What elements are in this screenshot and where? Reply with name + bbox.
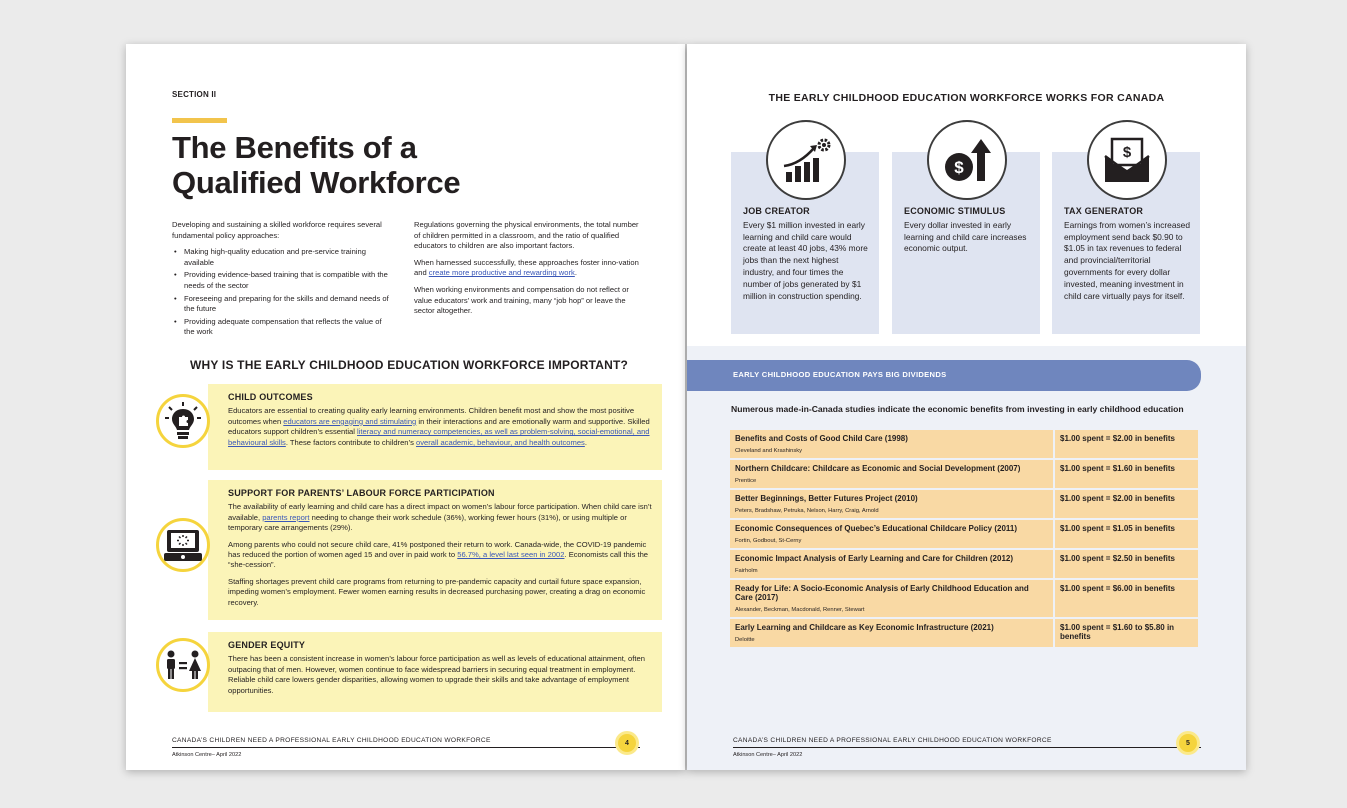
footer-divider bbox=[172, 747, 640, 748]
harnessed-paragraph bbox=[414, 258, 646, 279]
studies-intro: Numerous made-in-Canada studies indicate the economic benefits from investing in early childhood education bbox=[731, 404, 1184, 414]
dollar-envelope-icon bbox=[1087, 120, 1167, 200]
left-page bbox=[126, 44, 685, 770]
page-number: 4 bbox=[618, 734, 636, 752]
study-value: $1.00 spent = $1.05 in benefits bbox=[1055, 520, 1198, 548]
study-title: Early Learning and Childcare as Key Economic Infrastructure (2021) bbox=[735, 623, 994, 632]
studies-table bbox=[728, 428, 1200, 649]
child-outcomes-text bbox=[228, 406, 652, 448]
regulations-paragraph: Regulations governing the physical environments, the total number of children permitted in a classroom, and the ratio of qualified educators to children are also important factors. bbox=[414, 220, 639, 251]
gender-equity-box bbox=[208, 632, 662, 712]
laptop-loading-icon bbox=[156, 518, 210, 572]
gender-equal-icon bbox=[156, 638, 210, 692]
stat-title: TAX GENERATOR bbox=[1064, 206, 1144, 216]
study-cell bbox=[730, 550, 1053, 578]
study-cell bbox=[730, 430, 1053, 458]
study-title: Economic Consequences of Quebec’s Educational Childcare Policy (2011) bbox=[735, 524, 1018, 533]
list-item: • Providing evidence-based training that is compatible with the needs of the sector bbox=[172, 270, 394, 291]
dividends-banner: EARLY CHILDHOOD EDUCATION PAYS BIG DIVIDENDS bbox=[687, 360, 1201, 391]
study-title: Ready for Life: A Socio-Economic Analysis of Early Childhood Education and Care (2017) bbox=[735, 584, 1029, 602]
title-accent-bar bbox=[172, 118, 227, 123]
study-value: $1.00 spent = $6.00 in benefits bbox=[1055, 580, 1198, 617]
stat-body: Every $1 million invested in early learning and child care would create at least 40 jobs, 43% more jobs than the next highest industry, and four times the number of jobs generated by $1 million in construction spending. bbox=[743, 219, 868, 301]
study-authors: Fortin, Godbout, St-Cerny bbox=[735, 538, 802, 544]
outcomes-link[interactable]: overall academic, behaviour, and health outcomes bbox=[415, 437, 585, 447]
intro-column-1 bbox=[172, 220, 394, 340]
intro-lead: Developing and sustaining a skilled workforce requires several fundamental policy approaches: bbox=[172, 220, 382, 240]
gender-equity-text: There has been a consistent increase in women’s labour force participation as well as levels of educational attainment, often outpacing that of men. However, women continue to face widespread barriers in securing equal treatment in employment. Reliable child care lowers gender disparities, allowing women to upgrade their skills and take advantage of employment opportunities. bbox=[228, 654, 645, 695]
level-2002-link[interactable]: 56.7%, a level last seen in 2002 bbox=[457, 550, 565, 560]
study-authors: Alexander, Beckman, Macdonald, Renner, Stewart bbox=[735, 607, 865, 613]
footer-subtitle: Atkinson Centre– April 2022 bbox=[172, 752, 242, 758]
table-row bbox=[730, 490, 1198, 518]
dollar-arrow-up-icon bbox=[927, 120, 1007, 200]
text-span: . bbox=[584, 437, 587, 447]
text-span: . Economists call this the “she-cession”. bbox=[228, 550, 649, 570]
parents-report-link[interactable]: parents report bbox=[262, 512, 310, 522]
title-line-2: Qualified Workforce bbox=[172, 165, 461, 200]
title-line-1: The Benefits of a bbox=[172, 130, 417, 165]
text-span: in their interactions and are emotionally warm and supportive. Skilled educators support children’s essential bbox=[228, 416, 650, 437]
table-row bbox=[730, 430, 1198, 458]
parents-p1 bbox=[228, 502, 652, 533]
study-cell bbox=[730, 520, 1053, 548]
study-value: $1.00 spent = $2.50 in benefits bbox=[1055, 550, 1198, 578]
study-value: $1.00 spent = $2.00 in benefits bbox=[1055, 430, 1198, 458]
text-span: . bbox=[574, 268, 577, 278]
study-cell bbox=[730, 580, 1053, 617]
study-value: $1.00 spent = $2.00 in benefits bbox=[1055, 490, 1198, 518]
stat-title: ECONOMIC STIMULUS bbox=[904, 206, 1006, 216]
parents-p3: Staffing shortages prevent child care programs from returning to pre-pandemic capacity and curtail future space expansion, impeding women’s employment. Fewer women earning results in decreased purchasing power, creating a drag on economic recovery. bbox=[228, 576, 646, 607]
study-title: Northern Childcare: Childcare as Economic and Social Development (2007) bbox=[735, 464, 1021, 473]
list-item: • Making high-quality education and pre-service training available bbox=[172, 247, 394, 268]
literacy-link[interactable]: literacy and numeracy competencies, as well as problem-solving, social-emotional, and behavioural skills bbox=[228, 427, 650, 447]
svg-text:$: $ bbox=[954, 158, 964, 177]
study-title: Benefits and Costs of Good Child Care (1998) bbox=[735, 434, 908, 443]
table-row bbox=[730, 520, 1198, 548]
footer-divider bbox=[733, 747, 1201, 748]
study-value: $1.00 spent = $1.60 in benefits bbox=[1055, 460, 1198, 488]
text-span: Educators are essential to creating quality early learning environments. Children benefit most and show the most positive outcomes when bbox=[228, 406, 635, 426]
text-span: Among parents who could not secure child care, 41% postponed their return to work. Canada-wide, the COVID-19 pandemic has reduced the portion of women aged 15 and over in paid work to bbox=[228, 539, 647, 560]
table-row bbox=[730, 460, 1198, 488]
parents-p2 bbox=[228, 540, 652, 571]
page-title bbox=[172, 130, 552, 200]
engaging-link[interactable]: educators are engaging and stimulating bbox=[283, 416, 417, 426]
list-item: • Providing adequate compensation that reflects the value of the work bbox=[172, 317, 394, 338]
intro-column-2 bbox=[414, 220, 646, 323]
footer-subtitle: Atkinson Centre– April 2022 bbox=[733, 752, 803, 758]
text-span: When harnessed successfully, these approaches foster inno-vation and bbox=[414, 257, 639, 278]
lightbulb-puzzle-icon bbox=[156, 394, 210, 448]
study-cell bbox=[730, 460, 1053, 488]
study-authors: Peters, Bradshaw, Petruka, Nelson, Harry, Craig, Arnold bbox=[735, 508, 879, 514]
right-page bbox=[687, 44, 1246, 770]
parents-labour-heading: SUPPORT FOR PARENTS’ LABOUR FORCE PARTICIPATION bbox=[228, 488, 495, 498]
footer-title: CANADA’S CHILDREN NEED A PROFESSIONAL EARLY CHILDHOOD EDUCATION WORKFORCE bbox=[733, 737, 1052, 744]
study-authors: Fairholm bbox=[735, 568, 758, 574]
study-authors: Cleveland and Krashinsky bbox=[735, 448, 803, 454]
table-row bbox=[730, 580, 1198, 617]
svg-text:$: $ bbox=[1122, 144, 1132, 161]
policy-list bbox=[172, 247, 394, 338]
stat-title: JOB CREATOR bbox=[743, 206, 810, 216]
study-title: Better Beginnings, Better Futures Project (2010) bbox=[735, 494, 918, 503]
study-title: Economic Impact Analysis of Early Learning and Care for Children (2012) bbox=[735, 554, 1013, 563]
stat-body: Earnings from women’s increased employment send back $0.90 to $1.05 in tax revenues to federal and provincial/territorial governments for every dollar invested, meaning investment in child care virtually pays for itself. bbox=[1064, 219, 1190, 301]
list-item: • Foreseeing and preparing for the skills and demand needs of the future bbox=[172, 294, 394, 315]
text-span: needing to change their work schedule (36%), working fewer hours (31%), or using multiple or temporary care arrangements (29%). bbox=[228, 512, 627, 533]
gender-equity-heading: GENDER EQUITY bbox=[228, 640, 306, 650]
table-row bbox=[730, 550, 1198, 578]
growth-chart-gear-icon bbox=[766, 120, 846, 200]
text-span: . These factors contribute to children’s bbox=[285, 437, 416, 447]
why-heading: WHY IS THE EARLY CHILDHOOD EDUCATION WORKFORCE IMPORTANT? bbox=[190, 358, 629, 372]
child-outcomes-box bbox=[208, 384, 662, 470]
parents-labour-box bbox=[208, 480, 662, 620]
study-value: $1.00 spent = $1.60 to $5.80 in benefits bbox=[1055, 619, 1198, 647]
study-cell bbox=[730, 490, 1053, 518]
job-hop-paragraph: When working environments and compensation do not reflect or value educators’ work and training, many “job hop” or leave the sector altogether. bbox=[414, 284, 629, 316]
workforce-heading: THE EARLY CHILDHOOD EDUCATION WORKFORCE WORKS FOR CANADA bbox=[768, 92, 1165, 104]
study-authors: Deloitte bbox=[735, 637, 755, 643]
table-row bbox=[730, 619, 1198, 647]
text-span: The availability of early learning and child care has a direct impact on women’s labour force participation. When child care isn’t available, bbox=[228, 502, 652, 522]
section-label: SECTION II bbox=[172, 90, 217, 99]
rewarding-work-link[interactable]: create more productive and rewarding work bbox=[428, 268, 575, 278]
page-number: 5 bbox=[1179, 734, 1197, 752]
footer-title: CANADA’S CHILDREN NEED A PROFESSIONAL EARLY CHILDHOOD EDUCATION WORKFORCE bbox=[172, 737, 491, 744]
stat-body: Every dollar invested in early learning and child care increases economic output. bbox=[904, 219, 1027, 254]
child-outcomes-heading: CHILD OUTCOMES bbox=[228, 392, 313, 402]
study-authors: Prentice bbox=[735, 478, 757, 484]
study-cell bbox=[730, 619, 1053, 647]
